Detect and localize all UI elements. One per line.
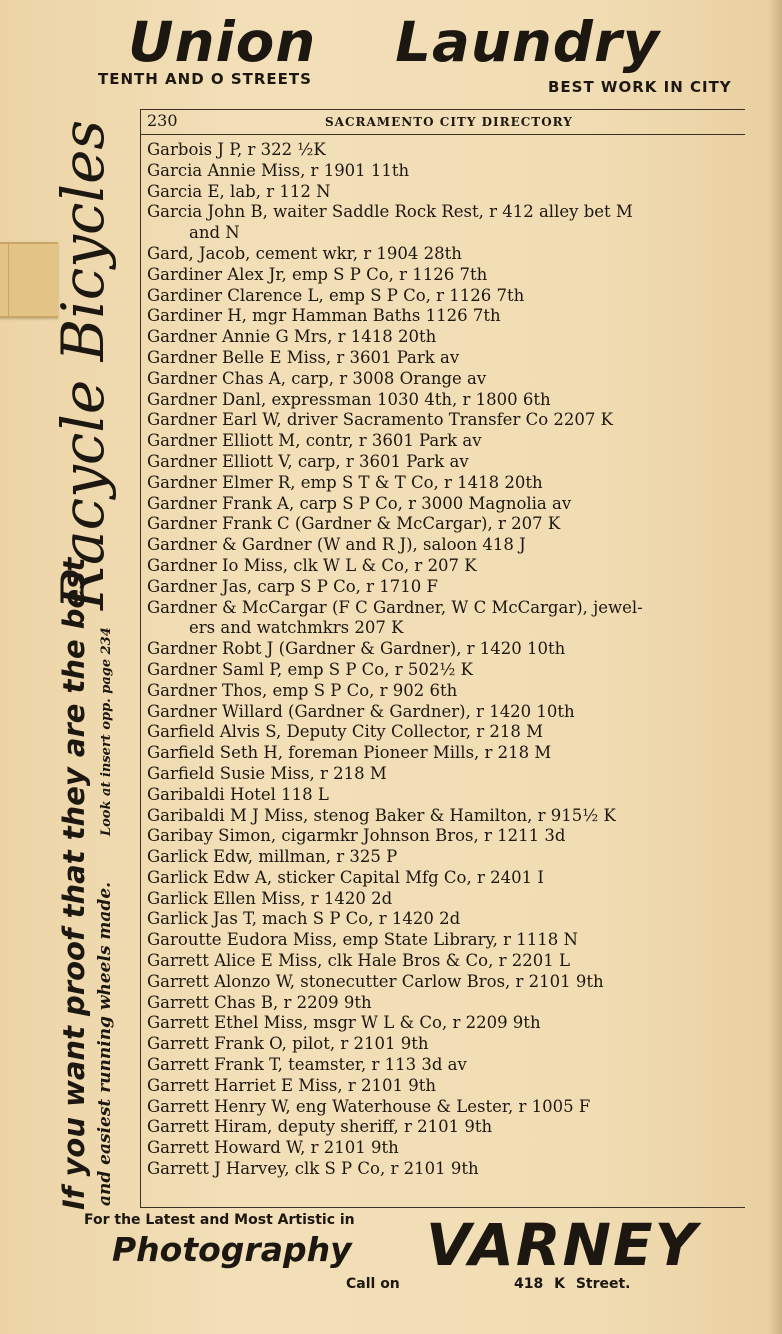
directory-entry-text: Garrett Alice E Miss, clk Hale Bros & Co, r 2201 L <box>147 951 570 971</box>
directory-entries <box>147 140 741 1180</box>
directory-entry <box>147 1117 741 1138</box>
directory-entry <box>147 972 741 993</box>
directory-entry <box>147 1159 741 1180</box>
directory-entry-text: Garrett Howard W, r 2101 9th <box>147 1138 399 1158</box>
directory-entry <box>147 182 741 203</box>
directory-entry-text: Gard, Jacob, cement wkr, r 1904 28th <box>147 243 462 263</box>
directory-entry-text: Garlick Edw A, sticker Capital Mfg Co, r 2401 I <box>147 867 544 887</box>
footer-ad-address: 418 K Street. <box>514 1276 631 1292</box>
directory-entry-text: Gardner Saml P, emp S P Co, r 502½ K <box>147 659 473 679</box>
header-ad-title-word2: Laundry <box>395 10 661 74</box>
directory-entry-text: Garrett Ethel Miss, msgr W L & Co, r 2209 9th <box>147 1013 541 1033</box>
directory-entry-text: Garrett Harriet E Miss, r 2101 9th <box>147 1075 436 1095</box>
directory-entry-text: Gardner Frank A, carp S P Co, r 3000 Magnolia av <box>147 493 572 513</box>
directory-entry-text: Gardner Annie G Mrs, r 1418 20th <box>147 327 437 347</box>
directory-entry <box>147 140 741 161</box>
directory-entry-text: Garcia E, lab, r 112 N <box>147 181 331 201</box>
running-header <box>141 109 745 135</box>
directory-entry-text: Garrett Frank T, teamster, r 113 3d av <box>147 1055 467 1075</box>
directory-entry-text: Gardner Robt J (Gardner & Gardner), r 1420 10th <box>147 639 566 659</box>
side-ad-look-line: Look at insert opp. page 234 <box>99 627 114 836</box>
directory-entry <box>147 514 741 535</box>
directory-entry <box>147 390 741 411</box>
footer-ad-top-line: For the Latest and Most Artistic in <box>84 1212 355 1228</box>
directory-entry-text: Gardner Elmer R, emp S T & T Co, r 1418 20th <box>147 472 543 492</box>
directory-entry <box>147 494 741 515</box>
directory-entry <box>147 639 741 660</box>
page-edge-shadow <box>768 0 782 1334</box>
directory-entry-text: Gardner Elliott M, contr, r 3601 Park av <box>147 431 482 451</box>
directory-entry-text: Gardner Chas A, carp, r 3008 Orange av <box>147 368 487 388</box>
directory-entry <box>147 306 741 327</box>
directory-entry <box>147 702 741 723</box>
directory-entry-text: Gardiner Alex Jr, emp S P Co, r 1126 7th <box>147 264 488 284</box>
directory-entry-text: Garlick Edw, millman, r 325 P <box>147 847 398 867</box>
directory-entry-text: Gardner Earl W, driver Sacramento Transfer Co 2207 K <box>147 410 613 430</box>
directory-entry <box>147 431 741 452</box>
directory-entry <box>147 473 741 494</box>
directory-entry-text: Gardner Belle E Miss, r 3601 Park av <box>147 347 460 367</box>
directory-entry <box>147 930 741 951</box>
side-ad-second-line <box>94 106 116 1206</box>
directory-entry <box>147 1097 741 1118</box>
directory-entry <box>147 1076 741 1097</box>
header-ad-title-word1: Union <box>128 10 317 74</box>
directory-entry <box>147 535 741 556</box>
directory-entry-text: Gardiner H, mgr Hamman Baths 1126 7th <box>147 306 501 326</box>
directory-entry-text: Garrett Hiram, deputy sheriff, r 2101 9th <box>147 1117 493 1137</box>
directory-entry <box>147 202 741 244</box>
directory-entry-text: Garoutte Eudora Miss, emp State Library, r 1118 N <box>147 930 578 950</box>
side-ad-proof-line: If you want proof that they are the best <box>57 557 91 1210</box>
directory-entry-text: Garcia Annie Miss, r 1901 11th <box>147 160 410 180</box>
footer-ad-call-on: Call on <box>346 1276 400 1292</box>
directory-entry <box>147 1055 741 1076</box>
directory-entry-text: Gardner Frank C (Gardner & McCargar), r 207 K <box>147 514 561 534</box>
directory-entry <box>147 369 741 390</box>
directory-entry-text: Garrett Chas B, r 2209 9th <box>147 992 372 1012</box>
directory-entry <box>147 265 741 286</box>
directory-entry-text: Garlick Jas T, mach S P Co, r 1420 2d <box>147 909 461 929</box>
directory-entry-text: Gardner Danl, expressman 1030 4th, r 1800 6th <box>147 389 551 409</box>
directory-entry <box>147 410 741 431</box>
directory-entry-text: Garfield Seth H, foreman Pioneer Mills, r 218 M <box>147 743 552 763</box>
directory-entry <box>147 1034 741 1055</box>
directory-entry <box>147 348 741 369</box>
side-ad <box>48 110 138 1210</box>
directory-entry-text: Garbois J P, r 322 ½K <box>147 140 326 159</box>
running-head-title: SACRAMENTO CITY DIRECTORY <box>325 115 573 129</box>
side-ad-brand: Racycle Bicycles <box>49 119 117 610</box>
directory-entry <box>147 244 741 265</box>
directory-entry-text: Garibaldi Hotel 118 L <box>147 784 329 804</box>
header-ad-address: TENTH AND O STREETS <box>98 70 312 88</box>
directory-entry <box>147 556 741 577</box>
directory-entry-text: Garrett Frank O, pilot, r 2101 9th <box>147 1034 429 1054</box>
directory-entry <box>147 847 741 868</box>
directory-entry-text: Garrett Alonzo W, stonecutter Carlow Bros, r 2101 9th <box>147 971 604 991</box>
directory-entry-text: Gardner & McCargar (F C Gardner, W C McCargar), jewel- <box>147 597 643 617</box>
directory-entry <box>147 577 741 598</box>
directory-entry <box>147 327 741 348</box>
directory-entry <box>147 764 741 785</box>
directory-entry <box>147 286 741 307</box>
directory-entry <box>147 681 741 702</box>
directory-entry-text: Gardiner Clarence L, emp S P Co, r 1126 7th <box>147 285 525 305</box>
directory-entry <box>147 452 741 473</box>
directory-entry <box>147 826 741 847</box>
footer-ad-photography: Photography <box>112 1230 352 1269</box>
directory-entry-text: Gardner Thos, emp S P Co, r 902 6th <box>147 680 458 700</box>
directory-box <box>140 109 745 1208</box>
directory-entry <box>147 806 741 827</box>
directory-entry-text: Gardner Elliott V, carp, r 3601 Park av <box>147 451 469 471</box>
directory-entry <box>147 909 741 930</box>
directory-entry <box>147 993 741 1014</box>
page-number: 230 <box>147 111 178 130</box>
directory-entry-text: Garibaldi M J Miss, stenog Baker & Hamilton, r 915½ K <box>147 805 616 825</box>
directory-entry-text: Garfield Susie Miss, r 218 M <box>147 763 387 783</box>
directory-entry-text: Garrett Henry W, eng Waterhouse & Lester, r 1005 F <box>147 1096 591 1116</box>
directory-entry-text: Garrett J Harvey, clk S P Co, r 2101 9th <box>147 1159 479 1179</box>
directory-entry-text: Gardner Io Miss, clk W L & Co, r 207 K <box>147 555 477 575</box>
directory-entry <box>147 785 741 806</box>
directory-entry-continuation: ers and watchmkrs 207 K <box>189 618 404 638</box>
directory-entry-text: Gardner Jas, carp S P Co, r 1710 F <box>147 576 438 596</box>
directory-entry <box>147 660 741 681</box>
directory-entry <box>147 1013 741 1034</box>
side-ad-second-line-text: and easiest running wheels made. <box>95 881 115 1206</box>
directory-entry <box>147 868 741 889</box>
directory-entry <box>147 743 741 764</box>
directory-entry <box>147 598 741 640</box>
directory-entry-text: Garibay Simon, cigarmkr Johnson Bros, r 1211 3d <box>147 826 566 846</box>
header-ad-title <box>128 8 730 76</box>
directory-entry-text: Gardner Willard (Gardner & Gardner), r 1420 10th <box>147 701 575 721</box>
directory-entry <box>147 161 741 182</box>
footer-ad-varney: VARNEY <box>426 1211 699 1279</box>
directory-entry-text: Garcia John B, waiter Saddle Rock Rest, r 412 alley bet M <box>147 202 633 222</box>
directory-entry <box>147 889 741 910</box>
directory-entry <box>147 722 741 743</box>
directory-entry-text: Garlick Ellen Miss, r 1420 2d <box>147 888 393 908</box>
directory-entry-text: Gardner & Gardner (W and R J), saloon 418 J <box>147 535 526 555</box>
directory-entry-continuation: and N <box>189 223 240 243</box>
directory-entry <box>147 1138 741 1159</box>
header-ad-slogan: BEST WORK IN CITY <box>548 78 732 96</box>
directory-entry-text: Garfield Alvis S, Deputy City Collector, r 218 M <box>147 722 543 742</box>
directory-entry <box>147 951 741 972</box>
